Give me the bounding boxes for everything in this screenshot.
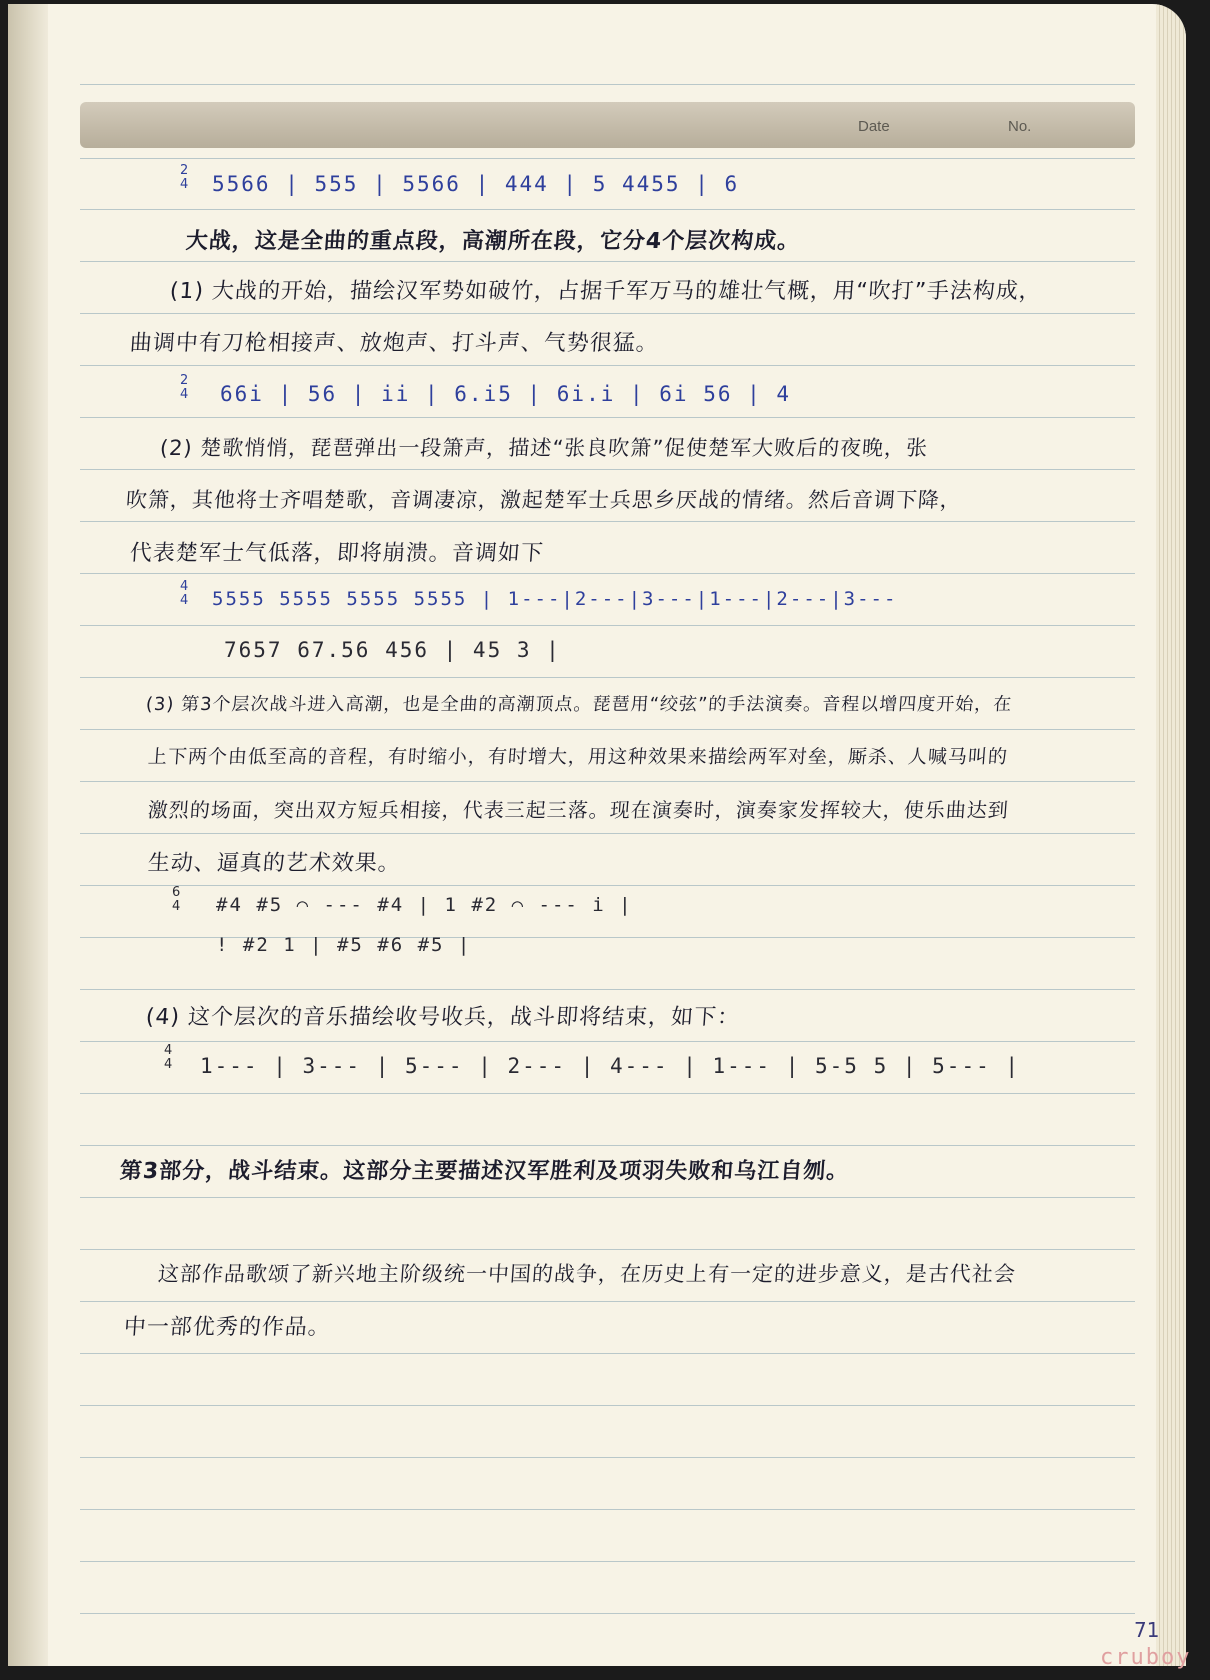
rule-line [80, 989, 1135, 990]
item3-line2: 上下两个由低至高的音程，有时缩小，有时增大，用这种效果来描绘两军对垒，厮杀、人喊马叫的 [147, 746, 1009, 768]
rule-line [80, 1509, 1135, 1510]
rule-line [80, 1613, 1135, 1614]
rule-line [80, 1197, 1135, 1198]
notation-line-3b: 7657 67.56 456 | 45 3 | [224, 638, 561, 662]
rule-line [80, 1145, 1135, 1146]
watermark: cruboy [1100, 1645, 1192, 1670]
item1-line1: (1) 大战的开始，描绘汉军势如破竹，占据千军万马的雄壮气概，用“吹打”手法构成， [168, 279, 1043, 304]
item4-line1: (4) 这个层次的音乐描绘收号收兵，战斗即将结束，如下： [144, 1005, 741, 1030]
conclusion-line2: 中一部优秀的作品。 [122, 1315, 332, 1340]
header-band [80, 102, 1135, 148]
rule-line [80, 1249, 1135, 1250]
rule-line [80, 313, 1135, 314]
item3-line3: 激烈的场面，突出双方短兵相接，代表三起三落。现在演奏时，演奏家发挥较大，使乐曲达到 [147, 798, 1010, 822]
notation-line-5: 1--- | 3--- | 5--- | 2--- | 4--- | 1--- | 5-5 5 | 5--- | [200, 1054, 1021, 1078]
rule-line [80, 833, 1135, 834]
notebook-page [8, 4, 1186, 1666]
time-signature: 6 4 [172, 885, 181, 914]
notation-line-4-top: #4 #5 ⌒ --- #4 | 1 #2 ⌒ --- i | [216, 894, 633, 916]
item2-line3: 代表楚军士气低落，即将崩溃。音调如下 [128, 541, 545, 566]
rule-line [80, 1405, 1135, 1406]
rule-line [80, 1041, 1135, 1042]
rule-line [80, 365, 1135, 366]
rule-line [80, 885, 1135, 886]
item1-line2: 曲调中有刀枪相接声、放炮声、打斗声、气势很猛。 [128, 331, 660, 356]
time-signature: 4 4 [180, 579, 189, 608]
notation-line-4-bottom: ! #2 1 | #5 #6 #5 | [216, 934, 472, 956]
notation-line-3a: 5555 5555 5555 5555 | 1---|2---|3---|1---|2---|3--- [212, 588, 898, 610]
rule-line [80, 1093, 1135, 1094]
rule-line [80, 1353, 1135, 1354]
intro-paragraph: 大战，这是全曲的重点段，高潮所在段，它分4个层次构成。 [184, 229, 802, 254]
item2-line2: 吹箫，其他将士齐唱楚歌，音调凄凉，激起楚军士兵思乡厌战的情绪。然后音调下降， [125, 488, 963, 512]
rule-line [80, 261, 1135, 262]
number-label: No. [1008, 118, 1032, 135]
rule-line [80, 573, 1135, 574]
rule-line [80, 521, 1135, 522]
item3-line1: (3) 第3个层次战斗进入高潮，也是全曲的高潮顶点。琵琶用“绞弦”的手法演奏。音程以增四度开始，在 [145, 694, 1013, 715]
notation-line-1: 5566 | 555 | 5566 | 444 | 5 4455 | 6 [212, 172, 740, 196]
page-binding-shadow [8, 4, 48, 1666]
date-label: Date [858, 118, 890, 135]
rule-line [80, 1561, 1135, 1562]
rule-line [80, 677, 1135, 678]
rule-line [80, 209, 1135, 210]
rule-line [80, 469, 1135, 470]
rule-line [80, 625, 1135, 626]
time-signature: 2 4 [180, 373, 189, 402]
time-signature: 4 4 [164, 1043, 173, 1072]
rule-line [80, 1457, 1135, 1458]
part3-paragraph: 第3部分，战斗结束。这部分主要描述汉军胜利及项羽失败和乌江自刎。 [118, 1159, 851, 1184]
rule-line [80, 781, 1135, 782]
notation-line-2: 66i | 56 | ii | 6.i5 | 6i.i | 6i 56 | 4 [220, 382, 792, 406]
rule-line [80, 417, 1135, 418]
page-edges [1156, 4, 1186, 1666]
rule-line [80, 729, 1135, 730]
rule-line [80, 158, 1135, 159]
rule-line [80, 1301, 1135, 1302]
rule-line [80, 84, 1135, 85]
item2-line1: (2) 楚歌悄悄，琵琶弹出一段箫声，描述“张良吹箫”促使楚军大败后的夜晚，张 [159, 436, 929, 460]
item3-line4: 生动、逼真的艺术效果。 [146, 851, 402, 876]
time-signature: 2 4 [180, 163, 189, 192]
page-number: 71 [1134, 1618, 1160, 1642]
conclusion-line1: 这部作品歌颂了新兴地主阶级统一中国的战争，在历史上有一定的进步意义，是古代社会 [157, 1262, 1017, 1286]
